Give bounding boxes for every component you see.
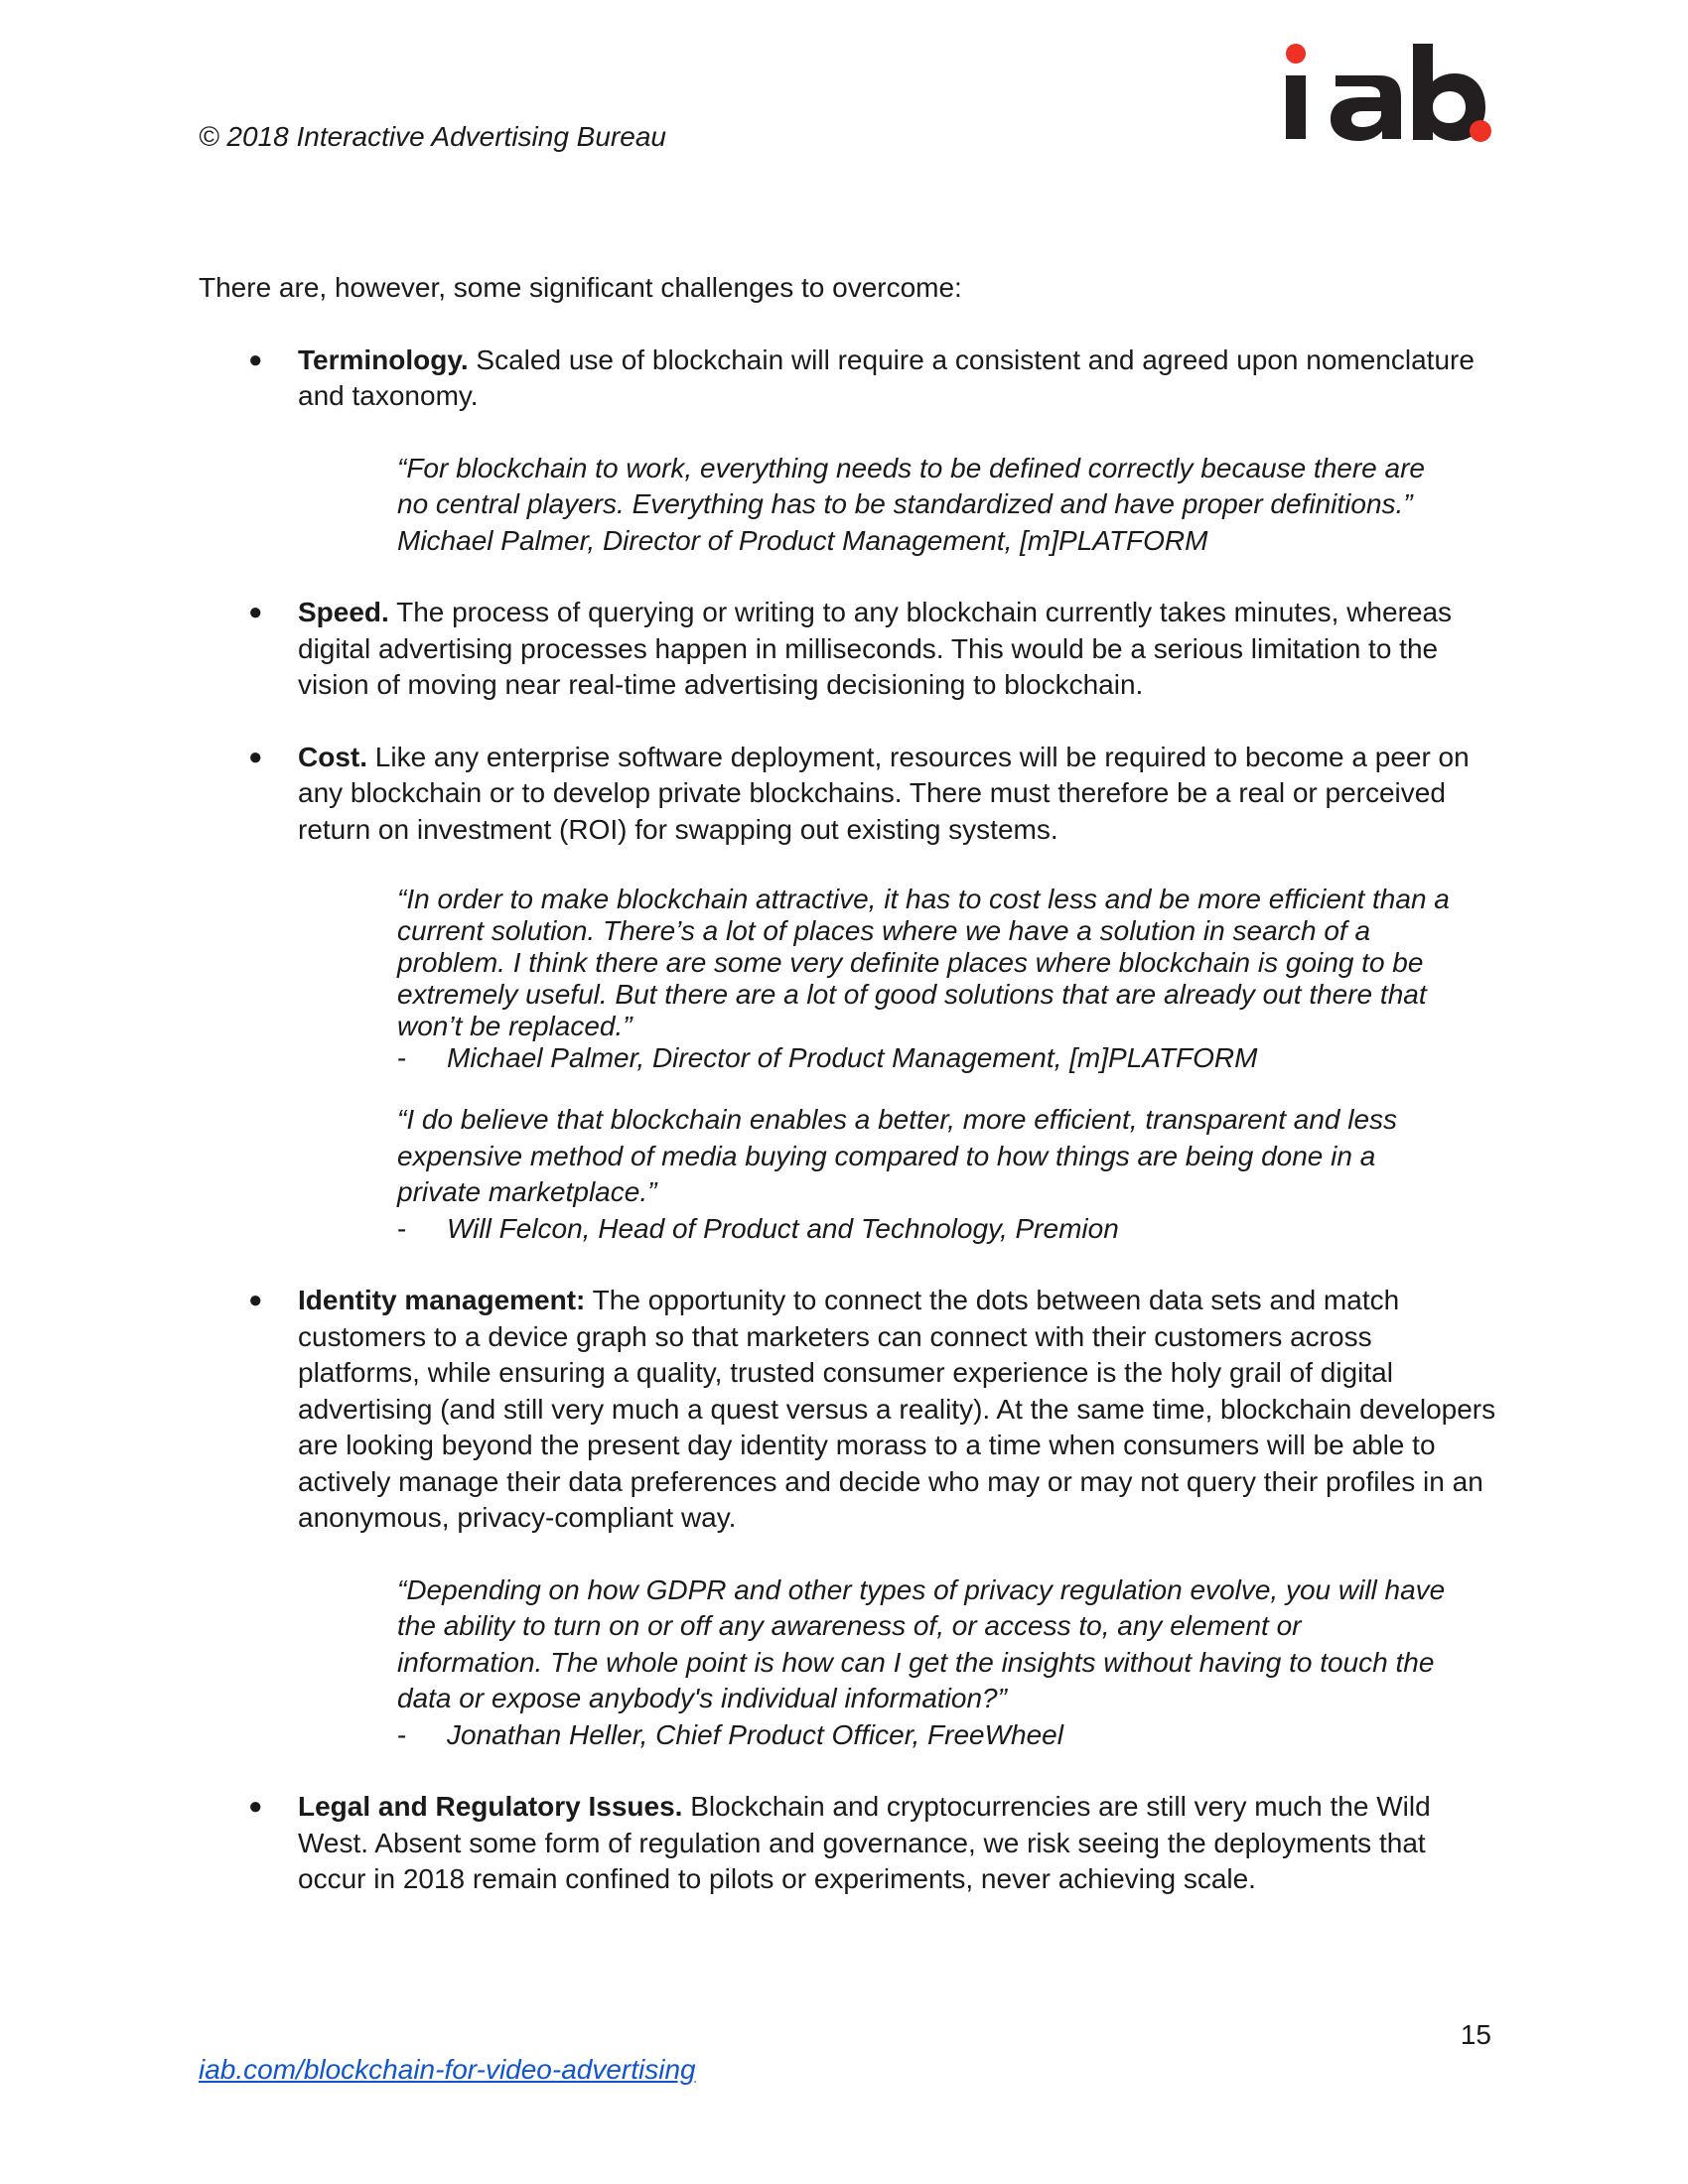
attribution-dash: - [397,1042,407,1073]
quote-text: “Depending on how GDPR and other types of privacy regulation evolve, you will have the ability to turn on or off any awareness of, or access to, any element or information. The whole point is how can I get the insights without having to touch the data or expose anybody's individual information?” [397,1573,1446,1713]
quote-attribution: - Michael Palmer, Director of Product Management, [m]PLATFORM [397,1042,1258,1073]
quote-block [397,451,1450,560]
bullet-legal-regulatory [199,1789,1499,1898]
bullet-title: Terminology. [298,343,469,375]
bullet-text: The opportunity to connect the dots between data sets and match customers to a device graph so that marketers can connect with their customers across platforms, while ensuring a quality, trusted consumer experience is the holy grail of digital advertising (and still very much a quest versus a reality). At the same time, blockchain developers are looking beyond the present day identity morass to a time when consumers will be able to actively manage their data preferences and decide who may or may not query their profiles in an anonymous, privacy-compliant way. [298,1285,1496,1533]
bullet-dot: ● [248,1287,263,1313]
attribution-dash: - [397,1212,407,1244]
bullet-dot: ● [248,345,263,373]
quote-attribution: - Jonathan Heller, Chief Product Officer, FreeWheel [397,1717,1450,1754]
bullet-text: Scaled use of blockchain will require a consistent and agreed upon nomenclature and taxonomy. [298,343,1475,411]
quote-text: “For blockchain to work, everything needs to be defined correctly because there are no central players. Everything has to be standardized and have proper definitions.” [397,452,1426,519]
bullet-terminology [199,342,1499,415]
copyright-notice: © 2018 Interactive Advertising Bureau [199,121,666,152]
bullet-dot: ● [248,743,263,770]
quote-text: “I do believe that blockchain enables a better, more efficient, transparent and less expensive method of media buying compared to how things are being done in a private marketplace.” [397,1104,1398,1207]
bullet-title: Speed. [298,597,389,627]
intro-text: There are, however, some significant challenges to overcome: [199,272,962,303]
bullet-cost [199,740,1499,849]
quote-block [397,884,1450,1074]
page-number: 15 [1460,2019,1491,2050]
bullet-text: Blockchain and cryptocurrencies are still very much the Wild West. Absent some form of regulation and governance, we risk seeing the deployments that occur in 2018 remain confined to pilots or experiments, never achieving scale. [298,1791,1431,1894]
quote-attribution: Michael Palmer, Director of Product Management, [m]PLATFORM [397,524,1208,556]
bullet-title: Legal and Regulatory Issues. [298,1791,683,1822]
quote-block [397,1102,1450,1247]
quote-attribution: - Will Felcon, Head of Product and Technology, Premion [397,1211,1450,1248]
bullet-text: The process of querying or writing to any blockchain currently takes minutes, whereas digital advertising processes happen in milliseconds. This would be a serious limitation to the vision of moving near real-time advertising decisioning to blockchain. [298,597,1453,700]
bullet-speed [199,595,1499,704]
bullet-title: Cost. [298,741,367,772]
footer-link[interactable]: iab.com/blockchain-for-video-advertising [199,2054,696,2085]
bullet-dot: ● [248,599,263,625]
iab-logo [1284,42,1492,145]
attribution-dash: - [397,1718,407,1750]
bullet-title: Identity management: [298,1285,586,1315]
quote-text: “In order to make blockchain attractive, it has to cost less and be more efficient than a current solution. There’s a lot of places where we have a solution in search of a problem. I think there are some very definite places where blockchain is going to be extremely useful. But there are a lot of good solutions that are already out there that won’t be replaced.” [397,884,1450,1041]
bullet-text: Like any enterprise software deployment, resources will be required to become a peer on any blockchain or to develop private blockchains. There must therefore be a real or perceived return on investment (ROI) for swapping out existing systems. [298,741,1470,845]
bullet-dot: ● [248,1793,263,1820]
main-content [199,270,1499,1898]
bullet-identity-management [199,1283,1499,1537]
quote-block [397,1572,1450,1754]
